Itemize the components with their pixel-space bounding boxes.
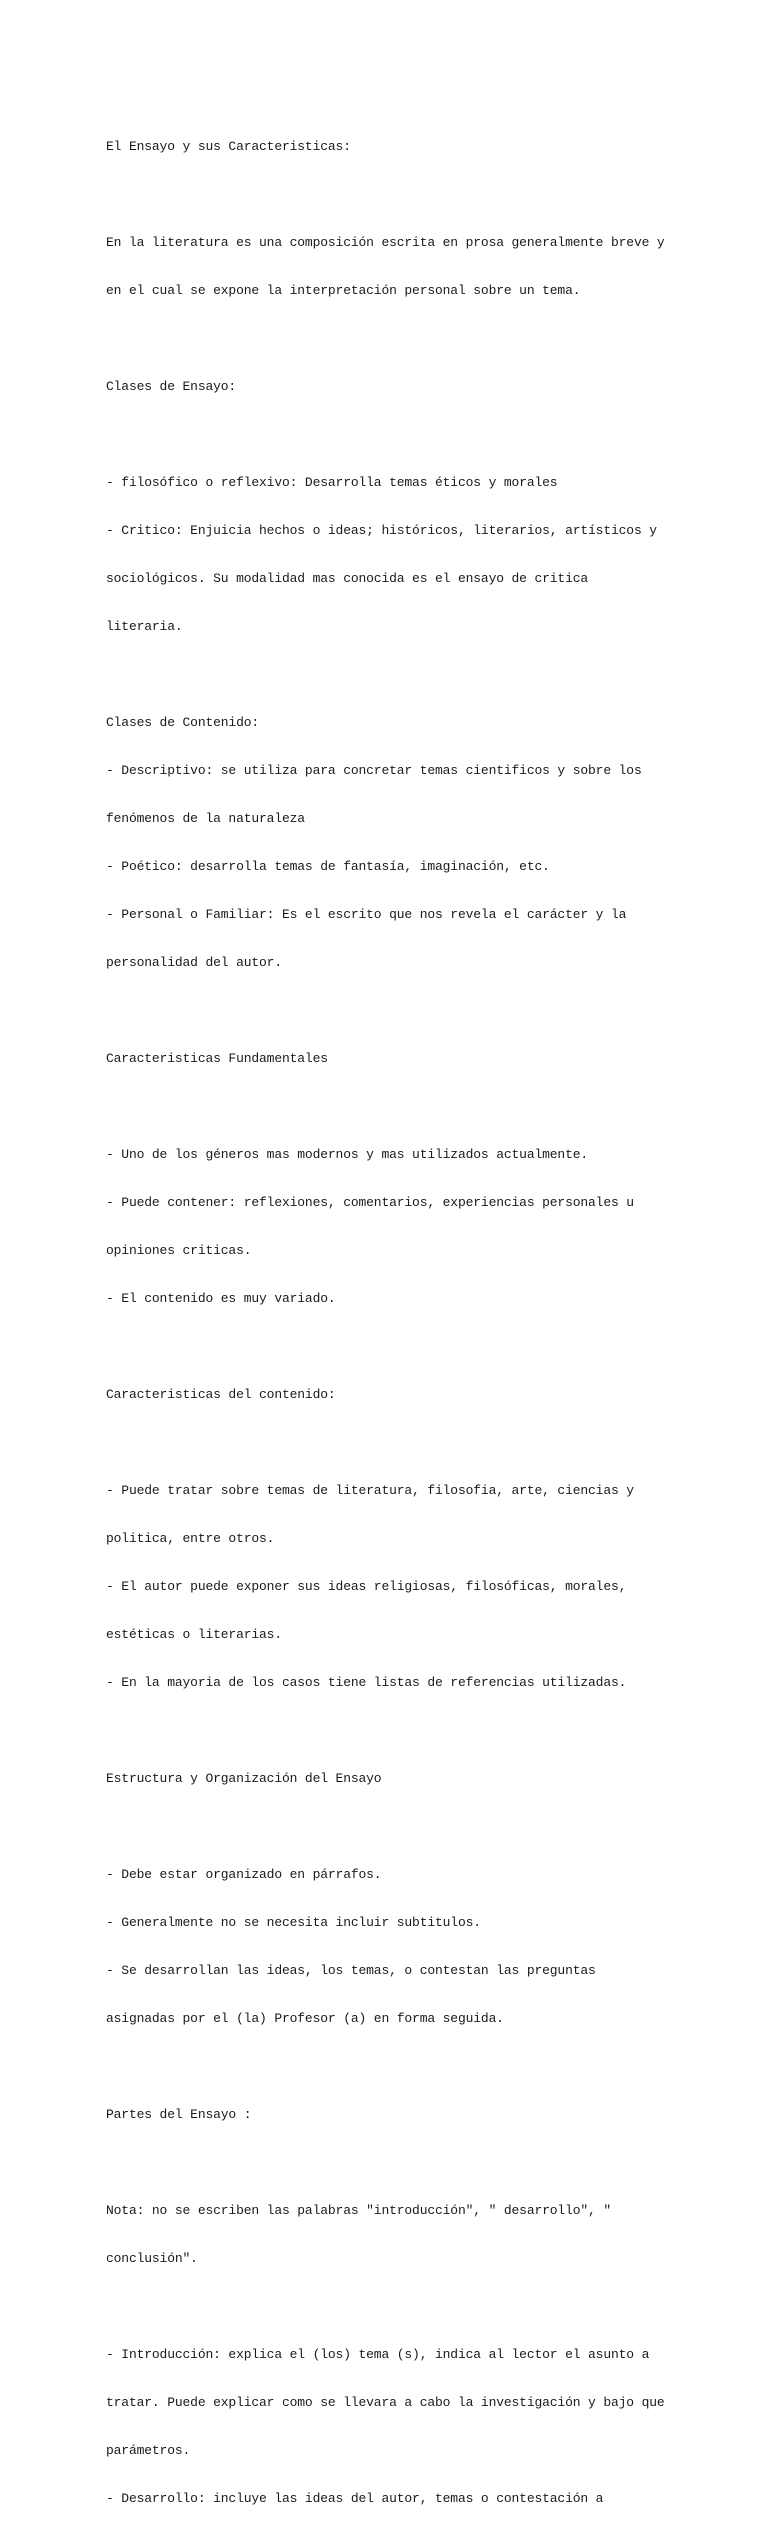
text-line: politica, entre otros. — [106, 1531, 275, 1546]
text-line: literaria. — [106, 619, 183, 634]
text-line: fenómenos de la naturaleza — [106, 811, 305, 826]
text-line: en el cual se expone la interpretación personal sobre un tema. — [106, 283, 581, 298]
section-heading: Estructura y Organización del Ensayo — [106, 1771, 382, 1786]
section-heading: Caracteristicas Fundamentales — [106, 1051, 328, 1066]
text-line: sociológicos. Su modalidad mas conocida es el ensayo de critica — [106, 571, 589, 586]
text-line: conclusión". — [106, 2251, 198, 2266]
text-line: estéticas o literarias. — [106, 1627, 282, 1642]
section-heading: Partes del Ensayo : — [106, 2107, 252, 2122]
blank-line — [106, 1099, 746, 1115]
blank-line — [106, 2059, 746, 2075]
text-line: - Introducción: explica el (los) tema (s), indica al lector el asunto a — [106, 2347, 650, 2362]
text-line: - Uno de los géneros mas modernos y mas utilizados actualmente. — [106, 1147, 589, 1162]
text-line: personalidad del autor. — [106, 955, 282, 970]
text-line: En la literatura es una composición escrita en prosa generalmente breve y — [106, 235, 665, 250]
text-line: parámetros. — [106, 2443, 191, 2458]
blank-line — [106, 1435, 746, 1451]
text-line: - Personal o Familiar: Es el escrito que nos revela el carácter y la — [106, 907, 627, 922]
blank-line — [106, 427, 746, 443]
text-line: - Se desarrollan las ideas, los temas, o contestan las preguntas — [106, 1963, 596, 1978]
section-heading: Clases de Ensayo: — [106, 379, 237, 394]
text-line: asignadas por el (la) Profesor (a) en forma seguida. — [106, 2011, 504, 2026]
text-line: - Desarrollo: incluye las ideas del autor, temas o contestación a — [106, 2491, 604, 2506]
text-line: - filosófico o reflexivo: Desarrolla temas éticos y morales — [106, 475, 558, 490]
text-line: - Descriptivo: se utiliza para concretar temas cientificos y sobre los — [106, 763, 642, 778]
text-line: - Poético: desarrolla temas de fantasía, imaginación, etc. — [106, 859, 550, 874]
document-title: El Ensayo y sus Caracteristicas: — [106, 139, 351, 154]
text-line: - El autor puede exponer sus ideas religiosas, filosóficas, morales, — [106, 1579, 627, 1594]
blank-line — [106, 1339, 746, 1355]
blank-line — [106, 667, 746, 683]
text-line: Nota: no se escriben las palabras "introducción", " desarrollo", " — [106, 2203, 611, 2218]
section-heading: Clases de Contenido: — [106, 715, 260, 730]
text-line: - Puede contener: reflexiones, comentarios, experiencias personales u — [106, 1195, 634, 1210]
text-line: tratar. Puede explicar como se llevara a cabo la investigación y bajo que — [106, 2395, 665, 2410]
text-line: - Debe estar organizado en párrafos. — [106, 1867, 382, 1882]
blank-line — [106, 1003, 746, 1019]
text-line: - El contenido es muy variado. — [106, 1291, 336, 1306]
text-line: - Critico: Enjuicia hechos o ideas; históricos, literarios, artísticos y — [106, 523, 657, 538]
blank-line — [106, 187, 746, 203]
document-body — [106, 107, 746, 2539]
text-line: - Generalmente no se necesita incluir subtitulos. — [106, 1915, 481, 1930]
blank-line — [106, 2155, 746, 2171]
text-line: - En la mayoria de los casos tiene listas de referencias utilizadas. — [106, 1675, 627, 1690]
blank-line — [106, 331, 746, 347]
blank-line — [106, 2299, 746, 2315]
text-line: - Puede tratar sobre temas de literatura, filosofia, arte, ciencias y — [106, 1483, 634, 1498]
blank-line — [106, 1723, 746, 1739]
section-heading: Caracteristicas del contenido: — [106, 1387, 336, 1402]
blank-line — [106, 1819, 746, 1835]
text-line: opiniones criticas. — [106, 1243, 252, 1258]
